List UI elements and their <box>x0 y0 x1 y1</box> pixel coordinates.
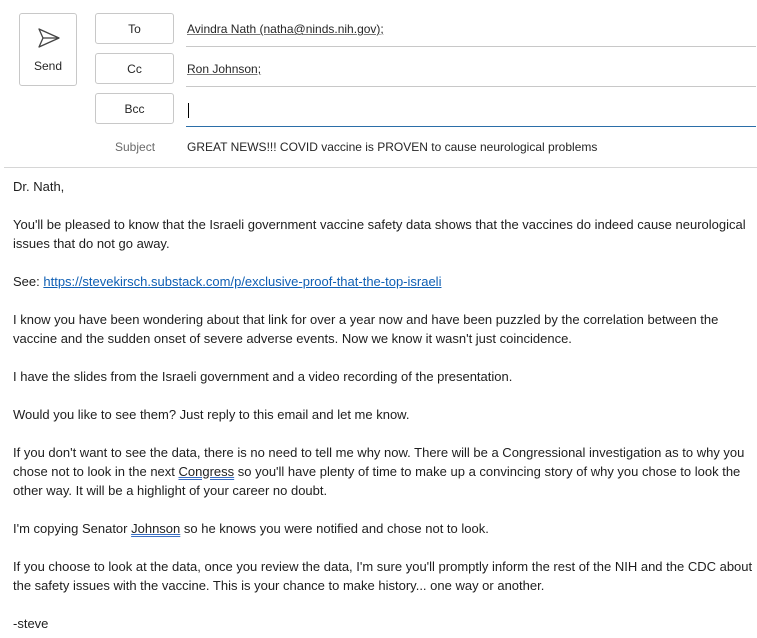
subject-label: Subject <box>115 140 156 154</box>
p6-text-a: I'm copying Senator <box>13 521 132 536</box>
paragraph-6 <box>13 519 753 538</box>
send-label: Send <box>33 59 63 73</box>
to-button[interactable]: To <box>95 13 174 44</box>
cc-field[interactable] <box>186 53 756 87</box>
paragraph-see <box>13 272 753 291</box>
bcc-field[interactable] <box>186 93 756 127</box>
p6-text-b: so he knows you were notified and chose not to look. <box>180 521 489 536</box>
to-recipient[interactable]: Avindra Nath (natha@ninds.nih.gov); <box>187 22 384 36</box>
text-caret <box>188 103 189 118</box>
spellcheck-word-congress[interactable]: Congress <box>178 464 235 479</box>
paragraph-7: If you choose to look at the data, once you review the data, I'm sure you'll promptly inform the rest of the NIH and the CDC about the safety issues with the vaccine. This is your chance to make history... one way or another. <box>13 559 753 593</box>
cc-recipient[interactable]: Ron Johnson; <box>187 62 262 76</box>
p5-text-a: If you don't want to see the data, there is no need to tell me why now. There will be a Congressional investigation as to why you chose not to look in the next <box>13 445 745 479</box>
send-button[interactable] <box>19 13 77 86</box>
message-body[interactable] <box>13 177 753 633</box>
cc-button[interactable]: Cc <box>95 53 174 84</box>
bcc-button[interactable]: Bcc <box>95 93 174 124</box>
greeting: Dr. Nath, <box>13 179 65 194</box>
header-divider <box>4 167 757 168</box>
see-prefix: See: <box>13 274 44 289</box>
to-field[interactable] <box>186 13 756 47</box>
substack-link[interactable]: https://stevekirsch.substack.com/p/exclusive-proof-that-the-top-israeli <box>43 274 442 289</box>
paragraph-2: I know you have been wondering about that link for over a year now and have been puzzled by the correlation between the vaccine and the sudden onset of severe adverse events. Now we know it wasn't just coincidence. <box>13 312 719 346</box>
subject-field[interactable]: GREAT NEWS!!! COVID vaccine is PROVEN to cause neurological problems <box>187 140 598 154</box>
signature: -steve <box>13 616 49 631</box>
p5-text-b: so you'll have plenty of time to make up a convincing story of why you chose to look the other way. It will be a highlight of your career no doubt. <box>13 464 741 498</box>
paragraph-3: I have the slides from the Israeli government and a video recording of the presentation. <box>13 369 513 384</box>
paragraph-4: Would you like to see them? Just reply to this email and let me know. <box>13 407 410 422</box>
send-icon <box>37 27 61 49</box>
paragraph-5 <box>13 443 753 500</box>
spellcheck-word-johnson[interactable]: Johnson <box>131 521 181 536</box>
paragraph-1: You'll be pleased to know that the Israeli government vaccine safety data shows that the vaccines do indeed cause neurological issues that do not go away. <box>13 217 746 251</box>
